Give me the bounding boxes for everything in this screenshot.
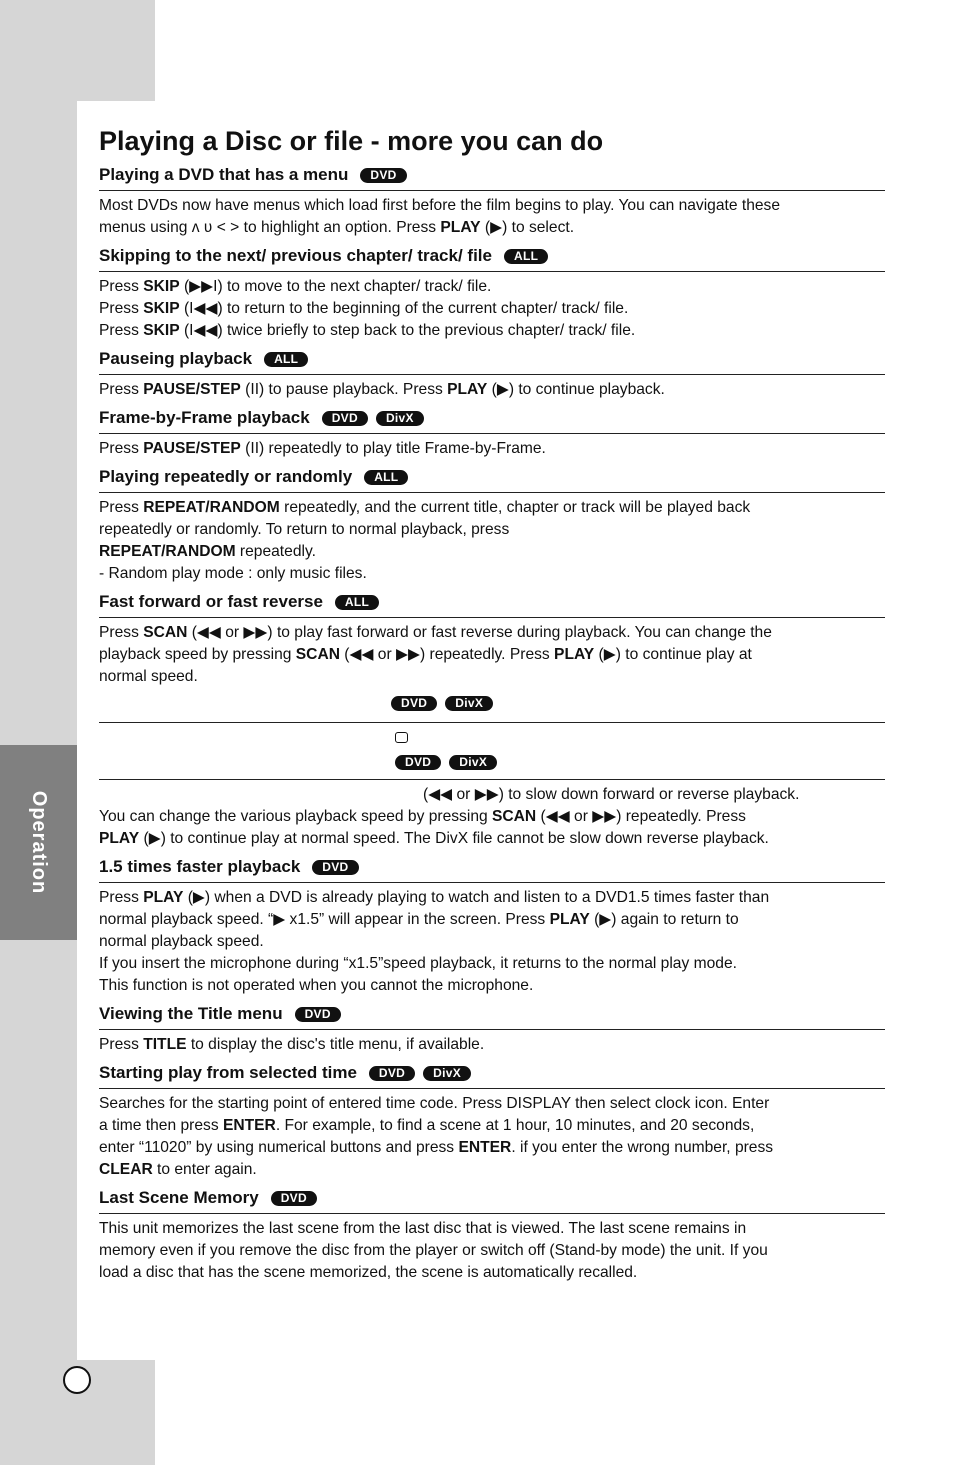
section-heading: [99, 466, 885, 493]
body-line: PLAY (▶) to continue play at normal speed. The DivX file cannot be slow down reverse playback.: [99, 830, 769, 847]
section-heading-text: 1.5 times faster playback: [99, 857, 301, 876]
dvd-badge: DVD: [322, 411, 368, 426]
body-line: This function is not operated when you cannot the microphone.: [99, 977, 534, 994]
section-heading: [99, 348, 885, 375]
section-body: [99, 1030, 885, 1056]
section-body: [99, 883, 885, 997]
body-line: CLEAR to enter again.: [99, 1161, 257, 1178]
side-tab-operation: [0, 745, 77, 940]
section-heading-text: Fast forward or fast reverse: [99, 592, 323, 611]
section-body: [99, 375, 885, 401]
dvd-badge: DVD: [271, 1191, 317, 1206]
left-margin-strip: [0, 0, 77, 1465]
page-number-circle: [63, 1366, 91, 1394]
section-heading: [99, 164, 885, 191]
body-line: menus using ʌ ʋ < > to highlight an option. Press PLAY (▶) to select.: [99, 219, 575, 236]
section-heading-text: Viewing the Title menu: [99, 1004, 283, 1023]
body-line: repeatedly or randomly. To return to normal playback, press: [99, 521, 510, 538]
divx-badge: DivX: [449, 755, 497, 770]
dvd-badge: DVD: [369, 1066, 415, 1081]
section-heading: [99, 1062, 885, 1089]
divx-badge: DivX: [445, 696, 493, 711]
body-line: normal playback speed.: [99, 933, 264, 950]
section-heading-text: Playing a DVD that has a menu: [99, 165, 349, 184]
slow-motion-block: [99, 688, 885, 850]
body-line: enter “11020” by using numerical buttons and press ENTER. if you enter the wrong number, press: [99, 1139, 774, 1156]
section-heading: [99, 1187, 885, 1214]
section-heading-text: Starting play from selected time: [99, 1063, 357, 1082]
body-line: Most DVDs now have menus which load first before the film begins to play. You can navigate these: [99, 197, 781, 214]
section-heading-text: Last Scene Memory: [99, 1188, 259, 1207]
body-line: If you insert the microphone during “x1.5”speed playback, it returns to the normal play mode.: [99, 955, 737, 972]
section-body: [99, 618, 885, 688]
blank-heading-row: [99, 688, 885, 723]
section-heading-text: Skipping to the next/ previous chapter/ track/ file: [99, 246, 492, 265]
section-heading: [99, 1003, 885, 1030]
side-tab-label: Operation: [28, 790, 51, 895]
body-line: Searches for the starting point of entered time code. Press DISPLAY then select clock icon. Enter: [99, 1095, 770, 1112]
sections-group-2: [99, 856, 885, 1284]
blank-subtitle-row: [99, 723, 885, 751]
body-line: REPEAT/RANDOM repeatedly.: [99, 543, 316, 560]
section-heading: [99, 407, 885, 434]
body-line: Press SKIP (I◀◀) to return to the beginning of the current chapter/ track/ file.: [99, 300, 629, 317]
section-heading-text: Playing repeatedly or randomly: [99, 467, 353, 486]
section-heading-text: Pauseing playback: [99, 349, 253, 368]
body-line: Press TITLE to display the disc's title menu, if available.: [99, 1036, 485, 1053]
sections-group-1: [99, 164, 885, 688]
body-line: normal speed.: [99, 668, 198, 685]
body-line: You can change the various playback speed by pressing SCAN (◀◀ or ▶▶) repeatedly. Press: [99, 808, 746, 825]
all-badge: ALL: [335, 595, 379, 610]
subtitle-icon: [395, 732, 408, 743]
body-line: normal playback speed. “▶ x1.5” will appear in the screen. Press PLAY (▶) again to return to: [99, 911, 739, 928]
divx-badge: DivX: [376, 411, 424, 426]
body-line: - Random play mode : only music files.: [99, 565, 367, 582]
dvd-badge: DVD: [360, 168, 406, 183]
body-line: load a disc that has the scene memorized, the scene is automatically recalled.: [99, 1264, 638, 1281]
body-line: Press SKIP (▶▶I) to move to the next chapter/ track/ file.: [99, 278, 492, 295]
section-body: [99, 191, 885, 239]
dvd-badge: DVD: [295, 1007, 341, 1022]
section-body: [99, 493, 885, 585]
body-line: Press REPEAT/RANDOM repeatedly, and the current title, chapter or track will be played back: [99, 499, 751, 516]
body-line: Press PLAY (▶) when a DVD is already playing to watch and listen to a DVD1.5 times faster than: [99, 889, 770, 906]
body-line: Press PAUSE/STEP (II) repeatedly to play title Frame-by-Frame.: [99, 440, 546, 457]
body-line: a time then press ENTER. For example, to find a scene at 1 hour, 10 minutes, and 20 seconds,: [99, 1117, 755, 1134]
divx-badge: DivX: [423, 1066, 471, 1081]
body-line: (◀◀ or ▶▶) to slow down forward or reverse playback.: [423, 786, 800, 803]
page-title: Playing a Disc or file - more you can do: [99, 126, 604, 156]
section-heading: [99, 856, 885, 883]
body-line: memory even if you remove the disc from the player or switch off (Stand-by mode) the unit. If you: [99, 1242, 768, 1259]
badge-group: [383, 755, 497, 770]
all-badge: ALL: [364, 470, 408, 485]
all-badge: ALL: [264, 352, 308, 367]
dvd-badge: DVD: [395, 755, 441, 770]
section-body: [99, 1089, 885, 1181]
all-badge: ALL: [504, 249, 548, 264]
section-heading: [99, 245, 885, 272]
blank-badge-row: [99, 751, 885, 780]
body-line: This unit memorizes the last scene from the last disc that is viewed. The last scene remains in: [99, 1220, 747, 1237]
section-body: [99, 434, 885, 460]
body-line: Press SKIP (I◀◀) twice briefly to step back to the previous chapter/ track/ file.: [99, 322, 636, 339]
section-heading: [99, 591, 885, 618]
section-heading-text: Frame-by-Frame playback: [99, 408, 310, 427]
body-line: Press PAUSE/STEP (II) to pause playback. Press PLAY (▶) to continue playback.: [99, 381, 665, 398]
section-body: [99, 1214, 885, 1284]
section-body: [99, 272, 885, 342]
body-line: Press SCAN (◀◀ or ▶▶) to play fast forward or fast reverse during playback. You can change the: [99, 624, 772, 641]
dvd-badge: DVD: [312, 860, 358, 875]
body-line: playback speed by pressing SCAN (◀◀ or ▶▶) repeatedly. Press PLAY (▶) to continue play at: [99, 646, 752, 663]
dvd-badge: DVD: [391, 696, 437, 711]
top-margin-strip: [0, 0, 155, 101]
slow-motion-text: [99, 780, 885, 850]
badge-group: [379, 696, 493, 711]
page-content: [99, 124, 885, 1284]
